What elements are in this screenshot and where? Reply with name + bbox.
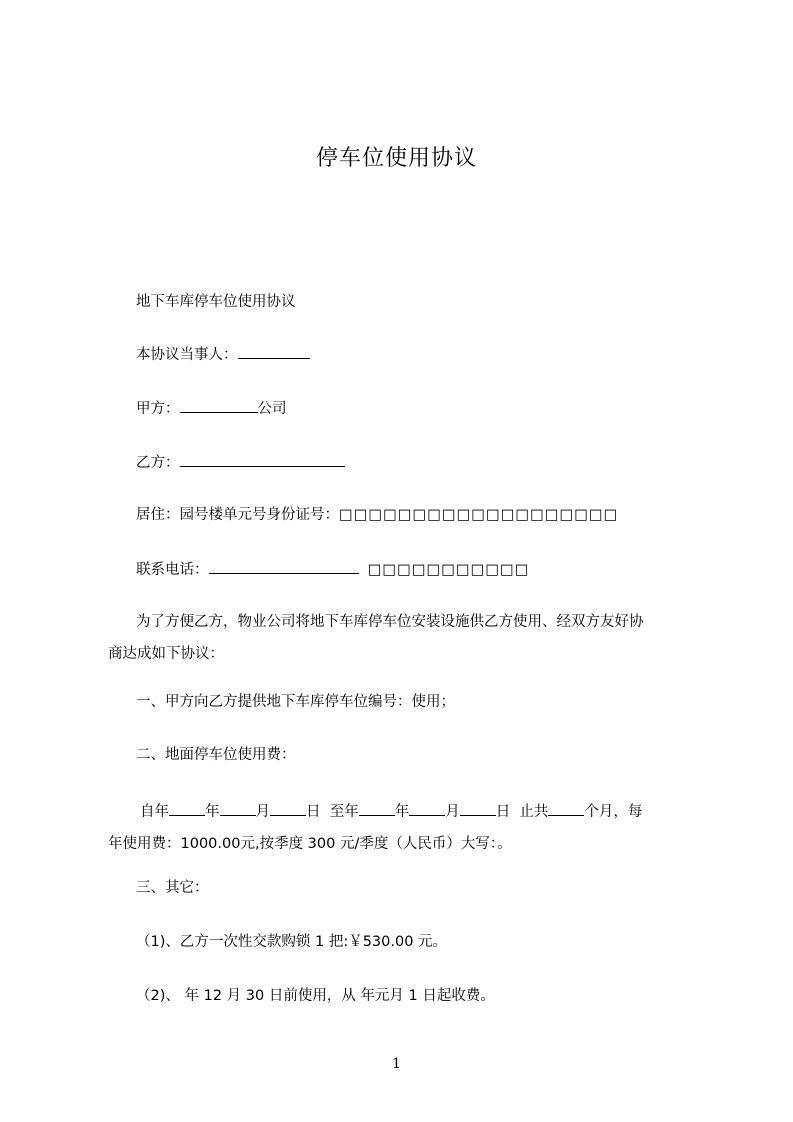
fee-month: 月: [255, 804, 270, 820]
fee-blank-1: [169, 801, 205, 816]
party-blank: [238, 344, 310, 359]
residence-boxes: □□□□□□□□□□□□□□□□□□□: [339, 507, 619, 523]
fee-year-2: 年: [394, 804, 410, 820]
fee-blank-2: [220, 801, 256, 816]
fee-month-2: 月: [445, 804, 460, 820]
item-1: （1)、乙方一次性交款购锁 1 把:￥530.00 元。: [136, 934, 448, 950]
fee-months: 个月，每: [584, 804, 643, 820]
residence-line: [136, 505, 618, 525]
residence-label: 居住：园号楼单元号身份证号：: [136, 507, 339, 523]
intro-line-1: 为了方便乙方，物业公司将地下车库停车位安装设施供乙方使用、经双方友好协: [136, 614, 644, 630]
item-2: （2)、 年 12 月 30 日前使用，从 年元月 1 日起收费。: [136, 988, 495, 1004]
fee-day: 日: [306, 804, 321, 820]
party-a-line: [136, 398, 287, 419]
intro-paragraph: [108, 606, 712, 670]
clause-1: 一、甲方向乙方提供地下车库停车位编号：使用；: [136, 694, 455, 710]
contact-line: [136, 559, 529, 580]
party-b-line: [136, 452, 345, 473]
contact-boxes: □□□□□□□□□□□: [367, 562, 530, 578]
party-a-blank: [180, 398, 258, 413]
contact-blank: [209, 559, 359, 574]
fee-paragraph: [108, 796, 712, 860]
clause-3: 三、其它：: [136, 880, 209, 896]
party-a-suffix: 公司: [257, 401, 287, 417]
fee-day-2: 日: [495, 804, 511, 820]
contact-label: 联系电话：: [136, 562, 209, 578]
party-line: [136, 344, 310, 365]
fee-to: 至年: [329, 804, 359, 820]
fee-line-2: 年使用费：1000.00元,按季度 300 元/季度（人民币）大写：。: [108, 836, 512, 852]
fee-from: 自年: [140, 804, 169, 820]
fee-line-1: [108, 796, 712, 828]
fee-blank-6: [460, 801, 496, 816]
fee-year: 年: [205, 804, 220, 820]
fee-blank-3: [270, 801, 306, 816]
party-b-label: 乙方：: [136, 455, 180, 471]
party-b-blank: [180, 452, 345, 467]
fee-total: 止共: [519, 804, 549, 820]
page-number: 1: [392, 1056, 401, 1072]
party-label: 本协议当事人：: [136, 347, 238, 363]
fee-blank-7: [548, 801, 584, 816]
intro-line-2: 商达成如下协议：: [108, 646, 224, 662]
document-title: 停车位使用协议: [315, 146, 477, 171]
subtitle: 地下车库停车位使用协议: [136, 294, 296, 310]
clause-2: 二、地面停车位使用费：: [136, 747, 296, 763]
fee-blank-4: [359, 801, 395, 816]
fee-blank-5: [409, 801, 445, 816]
party-a-label: 甲方：: [136, 401, 180, 417]
